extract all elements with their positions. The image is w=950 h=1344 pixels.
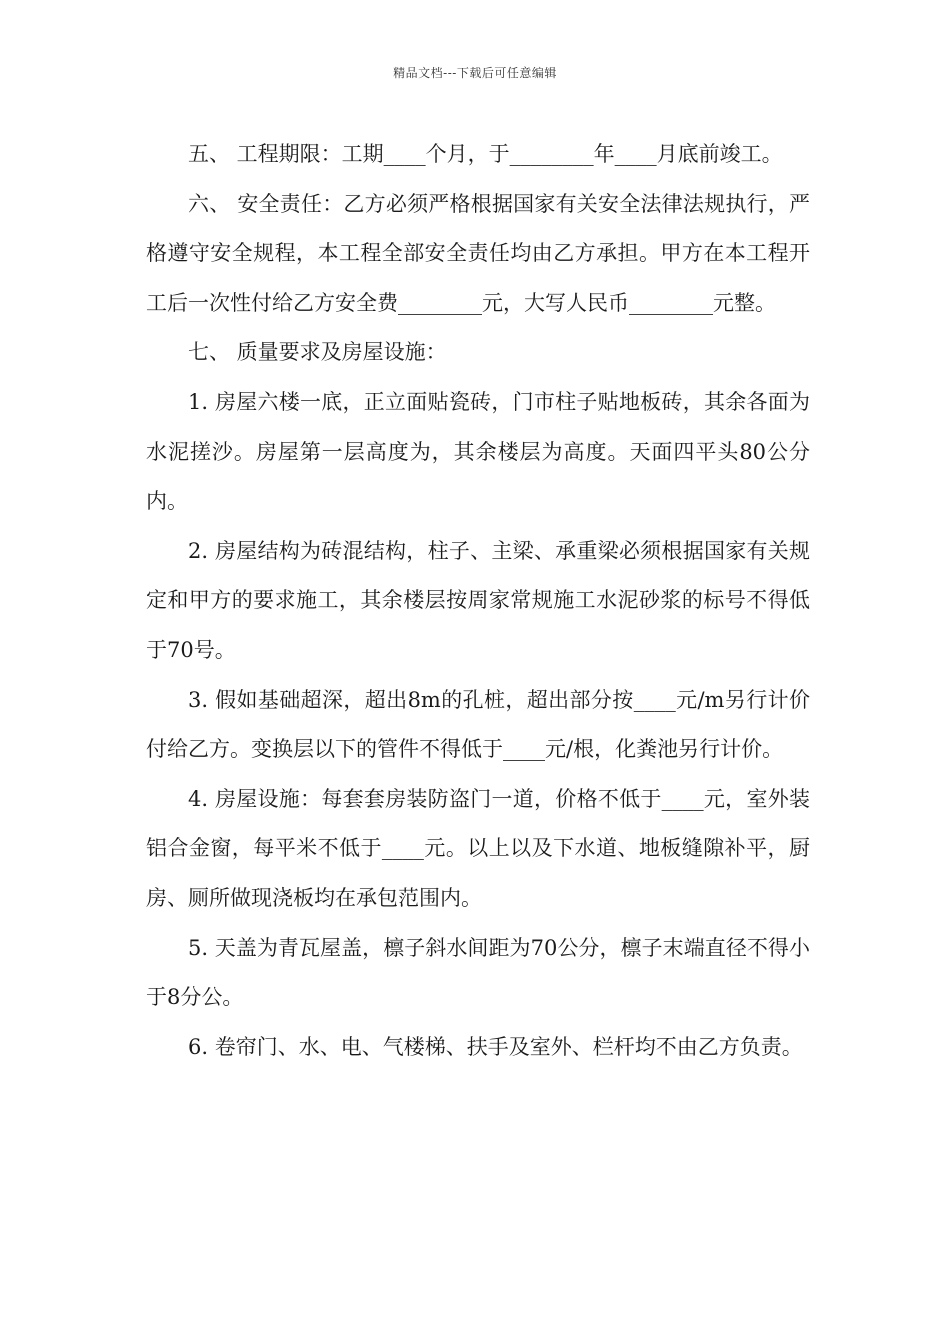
item-4-facilities: 4. 房屋设施：每套套房装防盗门一道，价格不低于____元，室外装铝合金窗，每平米不低于____元。以上以及下水道、地板缝隙补平，厨房、厕所做现浇板均在承包范围内。 [146,786,810,910]
item-6-exclusions: 6. 卷帘门、水、电、气楼梯、扶手及室外、栏杆均不由乙方负责。 [188,1034,803,1059]
section-seven-heading: 七、 质量要求及房屋设施： [188,340,447,365]
section-six-safety-responsibility: 六、 安全责任：乙方必须严格根据国家有关安全法律法规执行，严格遵守安全规程，本工程全部安全责任均由乙方承担。甲方在本工程开工后一次性付给乙方安全费________元，大写人民币________元整。 [146,191,810,315]
section-five-construction-period: 五、 工程期限：工期____个月，于________年____月底前竣工。 [188,142,783,166]
page-header: 精品文档---下载后可任意编辑 [393,66,557,80]
item-2-structure: 2. 房屋结构为砖混结构，柱子、主梁、承重梁必须根据国家有关规定和甲方的要求施工，其余楼层按周家常规施工水泥砂浆的标号不得低于70号。 [146,538,810,662]
item-5-roof: 5. 天盖为青瓦屋盖，檩子斜水间距为70公分，檩子末端直径不得小于8分公。 [146,935,810,1010]
item-3-foundation: 3. 假如基础超深，超出8m的孔桩，超出部分按____元/m另行计价付给乙方。变换层以下的管件不得低于____元/根，化粪池另行计价。 [146,687,810,762]
item-1-facade: 1. 房屋六楼一底，正立面贴瓷砖，门市柱子贴地板砖，其余各面为水泥搓沙。房屋第一层高度为，其余楼层为高度。天面四平头80公分内。 [146,389,810,514]
document-body [146,130,810,1072]
